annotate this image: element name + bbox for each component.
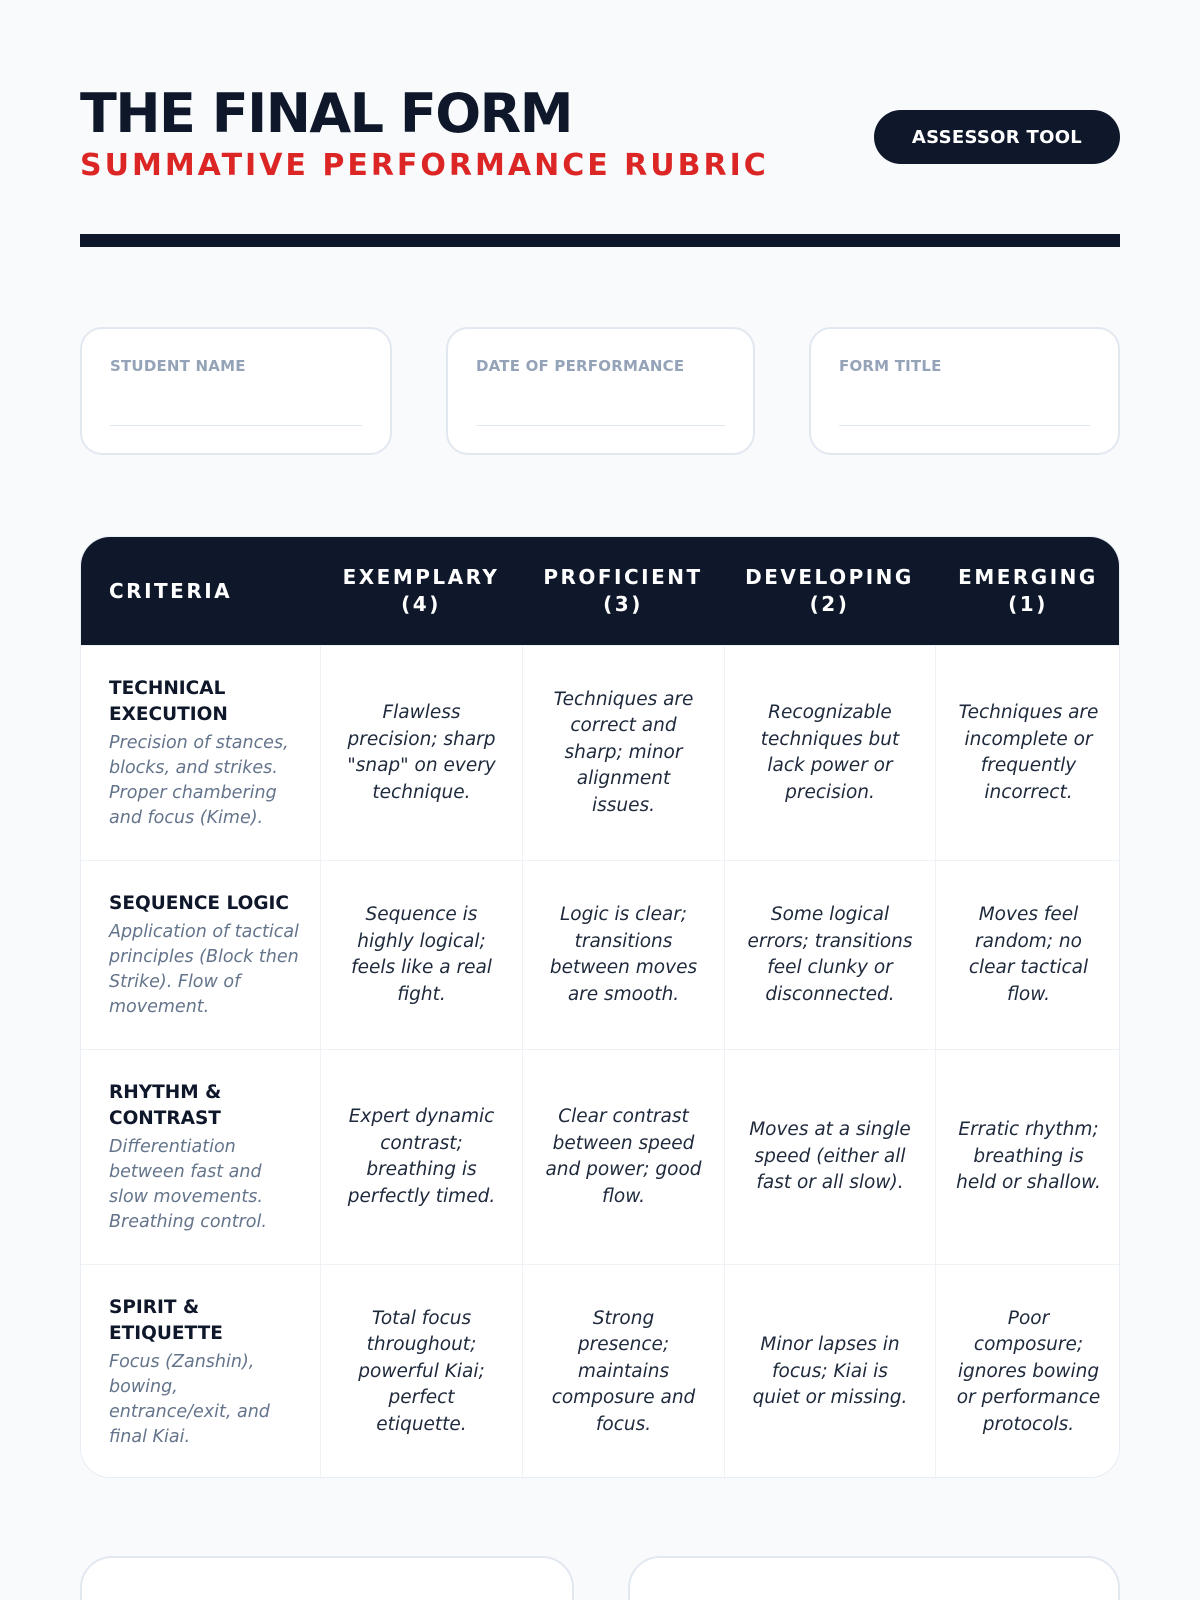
emerging-text: Moves feel random; no clear tactical flow. [968, 904, 1089, 1005]
developing-text: Some logical errors; transitions feel clunky or disconnected. [747, 904, 913, 1005]
emerging-cell[interactable] [935, 646, 1120, 860]
table-row [81, 645, 1120, 860]
emerging-text: Techniques are incomplete or frequently incorrect. [958, 702, 1099, 803]
emerging-cell[interactable] [935, 1265, 1120, 1478]
page-header [80, 80, 1120, 200]
criteria-cell [81, 1265, 319, 1478]
emerging-cell[interactable] [935, 1050, 1120, 1264]
criteria-title: SEQUENCE LOGIC [109, 892, 289, 914]
developing-cell[interactable] [724, 646, 935, 860]
exemplary-text: Total focus throughout; powerful Kiai; perfect etiquette. [358, 1307, 485, 1435]
page-title: THE FINAL FORM [80, 82, 572, 145]
date-of-performance-card[interactable] [446, 327, 755, 455]
emerging-text: Erratic rhythm; breathing is held or shallow. [956, 1119, 1101, 1194]
exemplary-cell[interactable] [320, 1265, 522, 1478]
proficient-cell[interactable] [522, 1265, 724, 1478]
proficient-text: Techniques are correct and sharp; minor alignment issues. [553, 688, 694, 816]
form-title-card[interactable] [809, 327, 1120, 455]
criteria-cell [81, 861, 319, 1049]
student-name-input-line[interactable] [110, 425, 362, 426]
proficient-text: Logic is clear; transitions between moves are smooth. [549, 904, 698, 1005]
form-title-input-line[interactable] [839, 425, 1090, 426]
criteria-cell [81, 1050, 319, 1264]
criteria-description: Differentiation between fast and slow movements. Breathing control. [109, 1136, 267, 1232]
developing-text: Minor lapses in focus; Kiai is quiet or missing. [752, 1334, 908, 1409]
exemplary-text: Expert dynamic contrast; breathing is perfectly timed. [347, 1106, 496, 1207]
bottom-left-card [80, 1556, 574, 1600]
table-row [81, 1264, 1120, 1478]
exemplary-text: Sequence is highly logical; feels like a real fight. [351, 904, 492, 1005]
header-criteria: CRITERIA [109, 578, 233, 603]
proficient-cell[interactable] [522, 1050, 724, 1264]
exemplary-cell[interactable] [320, 646, 522, 860]
exemplary-text: Flawless precision; sharp "snap" on every technique. [347, 702, 496, 803]
developing-cell[interactable] [724, 1265, 935, 1478]
student-name-label: STUDENT NAME [110, 357, 246, 375]
form-title-label: FORM TITLE [839, 357, 942, 375]
table-row [81, 1049, 1120, 1264]
page-subtitle: SUMMATIVE PERFORMANCE RUBRIC [80, 148, 769, 183]
header-proficient: PROFICIENT (3) [543, 565, 703, 616]
header-exemplary: EXEMPLARY (4) [342, 565, 500, 616]
emerging-cell[interactable] [935, 861, 1120, 1049]
rubric-table [80, 536, 1120, 1478]
criteria-title: RHYTHM & CONTRAST [109, 1081, 222, 1129]
developing-cell[interactable] [724, 1050, 935, 1264]
proficient-text: Strong presence; maintains composure and focus. [551, 1307, 696, 1435]
criteria-cell [81, 646, 319, 860]
developing-cell[interactable] [724, 861, 935, 1049]
assessor-tool-badge[interactable]: ASSESSOR TOOL [874, 110, 1120, 164]
date-of-performance-input-line[interactable] [476, 425, 725, 426]
rubric-table-header [81, 537, 1120, 645]
exemplary-cell[interactable] [320, 1050, 522, 1264]
developing-text: Moves at a single speed (either all fast or all slow). [749, 1119, 911, 1194]
proficient-cell[interactable] [522, 646, 724, 860]
developing-text: Recognizable techniques but lack power or precision. [760, 702, 900, 803]
criteria-title: SPIRIT & ETIQUETTE [109, 1296, 223, 1344]
exemplary-cell[interactable] [320, 861, 522, 1049]
student-name-card[interactable] [80, 327, 392, 455]
emerging-text: Poor composure; ignores bowing or performance protocols. [956, 1307, 1101, 1435]
bottom-right-card [628, 1556, 1120, 1600]
criteria-description: Application of tactical principles (Block then Strike). Flow of movement. [109, 921, 299, 1017]
criteria-title: TECHNICAL EXECUTION [109, 677, 228, 725]
criteria-description: Precision of stances, blocks, and strikes. Proper chambering and focus (Kime). [109, 732, 289, 828]
header-developing: DEVELOPING (2) [745, 565, 914, 616]
header-emerging: EMERGING (1) [958, 565, 1098, 616]
proficient-cell[interactable] [522, 861, 724, 1049]
table-row [81, 860, 1120, 1049]
proficient-text: Clear contrast between speed and power; good flow. [545, 1106, 702, 1207]
date-of-performance-label: DATE OF PERFORMANCE [476, 357, 685, 375]
header-divider [80, 234, 1120, 247]
criteria-description: Focus (Zanshin), bowing, entrance/exit, and final Kiai. [109, 1351, 270, 1447]
